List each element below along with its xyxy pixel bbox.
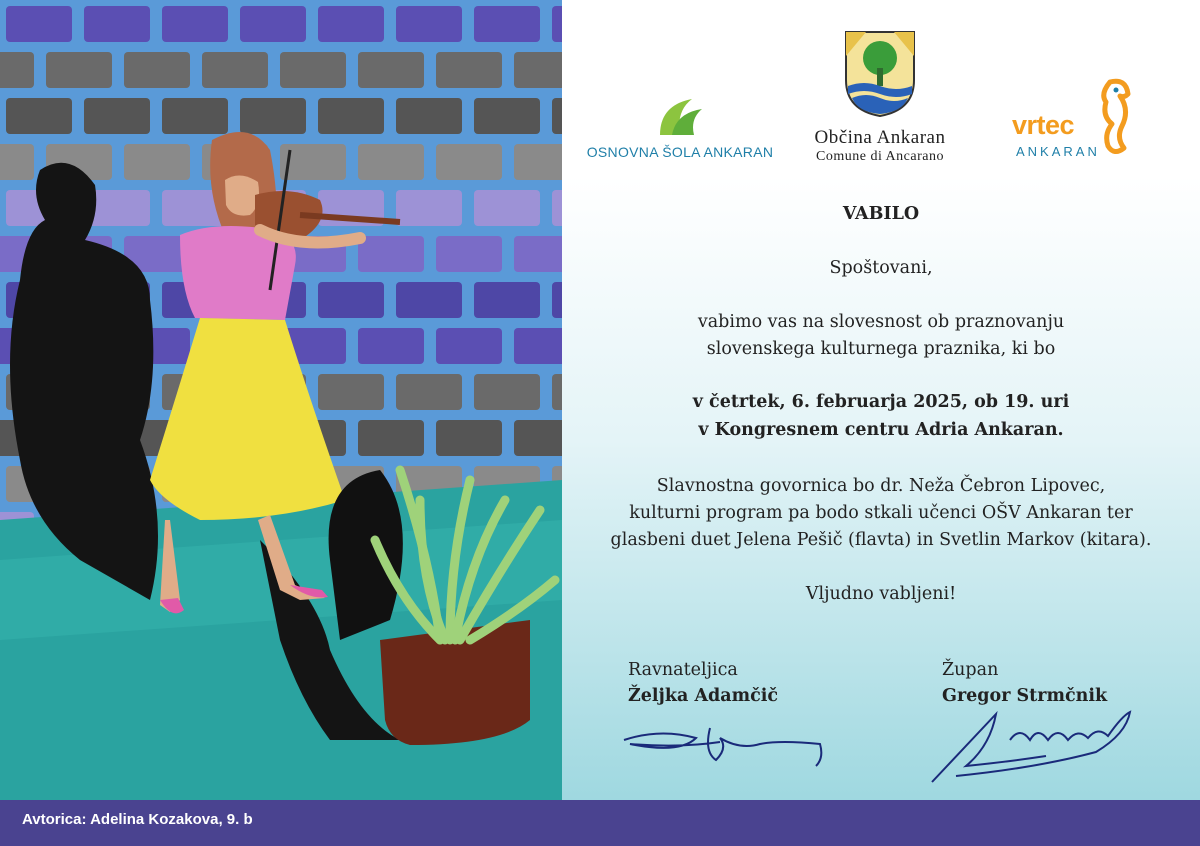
signature-left-handwriting [620,718,830,774]
municipality-name-sl: Občina Ankaran [814,127,946,148]
seahorse-icon [1090,76,1140,158]
program-line-3: glasbeni duet Jelena Pešič (flavta) in Svetlin Markov (kitara). [610,530,1152,550]
school-logo [582,95,778,160]
signature-right-role: Župan [942,660,999,680]
closing-line: Vljudno vabljeni! [805,584,957,604]
signature-left-role: Ravnateljica [628,660,738,680]
event-venue: v Kongresnem centru Adria Ankaran. [698,420,1064,440]
signature-left-name: Željka Adamčič [628,686,779,706]
intro-line-2: slovenskega kulturnega praznika, ki bo [706,339,1056,359]
invitation-title: VABILO [842,204,920,224]
wave-leaf-icon [650,95,710,139]
coat-of-arms-icon [844,30,916,118]
signature-right-name: Gregor Strmčnik [942,686,1108,706]
artwork-painting [0,0,562,800]
greeting: Spoštovani, [829,258,933,278]
program-line-2: kulturni program pa bodo stkali učenci OŠV Ankaran ter [629,503,1133,523]
invitation-panel [562,0,1200,800]
event-datetime: v četrtek, 6. februarja 2025, ob 19. uri [692,392,1070,412]
artwork-credit: Avtorica: Adelina Kozakova, 9. b [0,800,1200,846]
kindergarten-place: ANKARAN [1016,144,1100,159]
violinist-painting [0,0,562,800]
municipality-logo [794,30,966,165]
kindergarten-word: vrtec [1012,110,1075,140]
school-name: OSNOVNA ŠOLA ANKARAN [586,144,774,160]
intro-line-1: vabimo vas na slovesnost ob praznovanju [697,312,1065,332]
signature-right-handwriting [926,706,1142,786]
kindergarten-logo [1008,76,1148,160]
municipality-name-it: Comune di Ancarano [816,149,944,164]
program-line-1: Slavnostna govornica bo dr. Neža Čebron Lipovec, [656,476,1106,496]
